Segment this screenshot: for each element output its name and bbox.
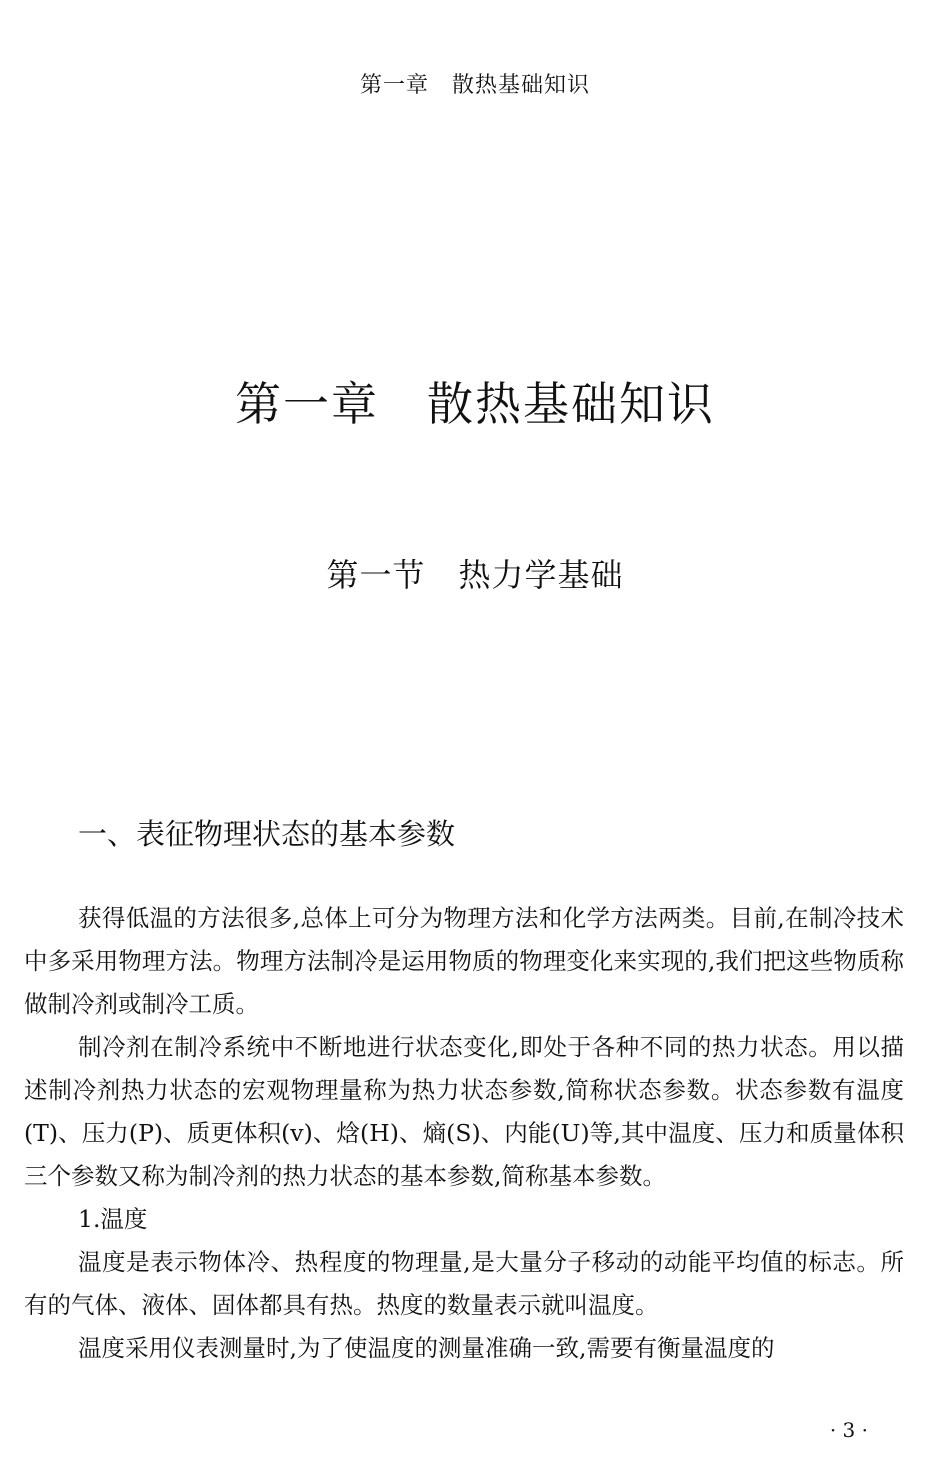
body-text xyxy=(24,897,904,1370)
paragraph-state-parameters: 制冷剂在制冷系统中不断地进行状态变化,即处于各种不同的热力状态。用以描述制冷剂热力状态的宏观物理量称为热力状态参数,简称状态参数。状态参数有温度(T)、压力(P)、质更体积(v)、焓(H)、熵(S)、内能(U)等,其中温度、压力和质量体积三个参数又称为制冷剂的热力状态的基本参数,简称基本参数。 xyxy=(24,1033,904,1190)
paragraph-temperature-measurement: 温度采用仪表测量时,为了使温度的测量准确一致,需要有衡量温度的 xyxy=(78,1334,775,1362)
section-title: 第一节 热力学基础 xyxy=(326,556,624,594)
paragraph-intro: 获得低温的方法很多,总体上可分为物理方法和化学方法两类。目前,在制冷技术中多采用物理方法。物理方法制冷是运用物质的物理变化来实现的,我们把这些物质称做制冷剂或制冷工质。 xyxy=(24,904,904,1018)
numbered-heading-temperature: 1.温度 xyxy=(78,1205,148,1233)
chapter-title: 第一章 散热基础知识 xyxy=(235,377,715,431)
page-number: · 3 · xyxy=(829,1418,868,1442)
subsection-heading: 一、表征物理状态的基本参数 xyxy=(78,817,456,851)
paragraph-temperature-definition: 温度是表示物体冷、热程度的物理量,是大量分子移动的动能平均值的标志。所有的气体、液体、固体都具有热。热度的数量表示就叫温度。 xyxy=(24,1248,904,1319)
running-header: 第一章 散热基础知识 xyxy=(359,73,590,98)
